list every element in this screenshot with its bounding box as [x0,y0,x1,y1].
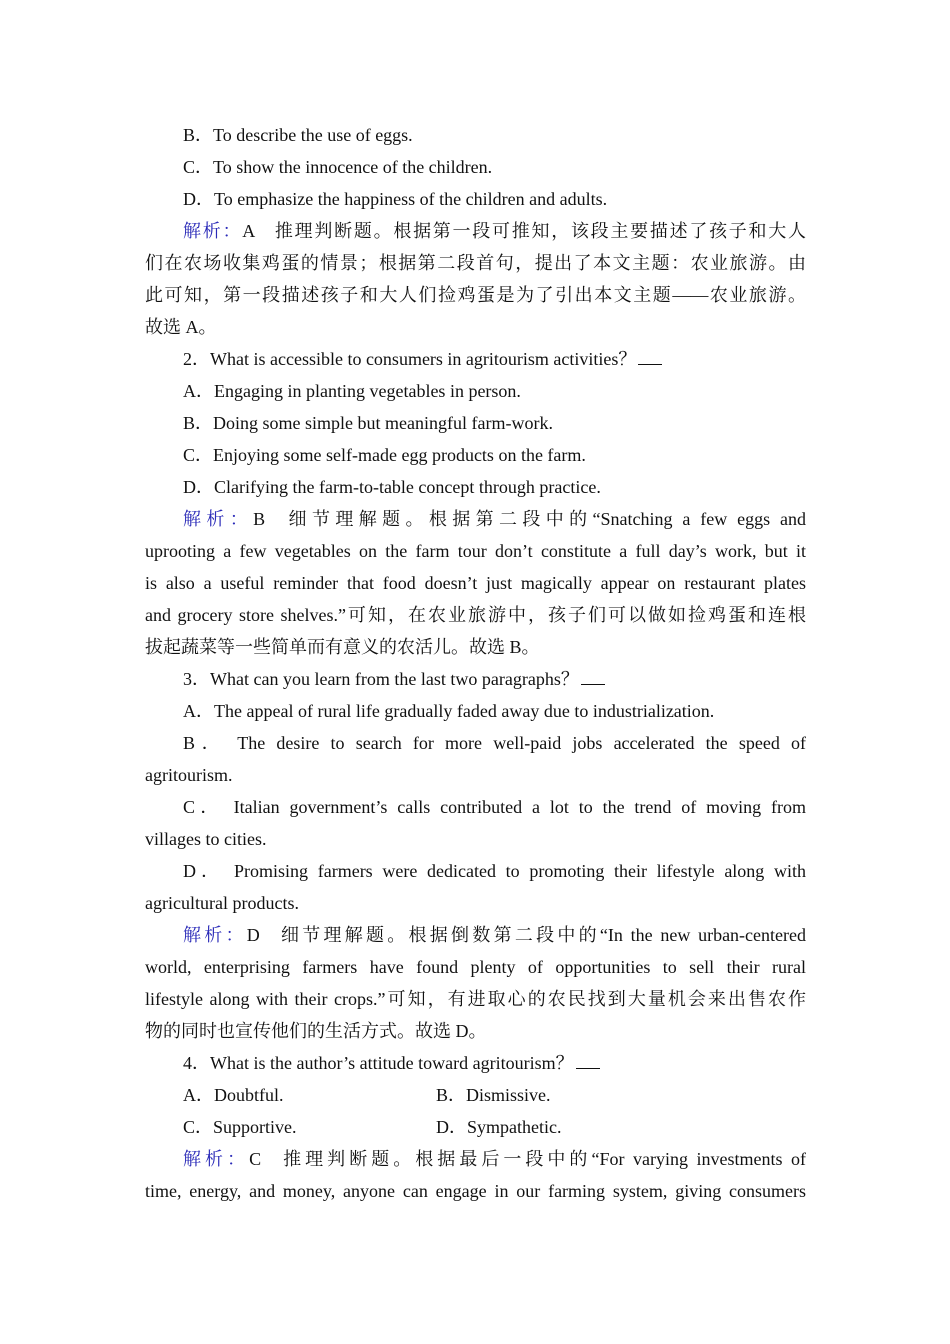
q1-analysis [145,215,806,343]
analysis-line: 物的同时也宣传他们的生活方式。故选 D。 [145,1021,487,1041]
q4-option-b: B．Dismissive. [436,1085,551,1105]
q3-option-d-cont: agricultural products. [145,893,299,913]
q3-option-c: C． Italian government’s calls contributed a lot to the trend of moving from [183,797,806,817]
q4-question: 4．What is the author’s attitude toward agritourism？ [145,1047,806,1079]
analysis-answer: B [253,509,266,529]
q4-analysis [145,1143,806,1207]
q3-question: 3．What can you learn from the last two paragraphs？ [145,663,806,695]
analysis-line: and grocery store shelves.”可知，在农业旅游中，孩子们可以做如捡鸡蛋和连根 [145,605,806,625]
analysis-label: 解析： [183,509,254,529]
q2-option-b: B．Doing some simple but meaningful farm-work. [183,413,553,433]
document-content [145,119,806,1207]
analysis-answer: D [246,925,260,945]
q3-analysis [145,919,806,1047]
q3-option-b: B． The desire to search for more well-paid jobs accelerated the speed of [183,733,806,753]
analysis-answer: A [242,221,256,241]
q2-question: 2．What is accessible to consumers in agritourism activities？ [145,343,806,375]
analysis-line: is also a useful reminder that food doesn’t just magically appear on restaurant plates [145,573,806,593]
analysis-line: 解析：C 推理判断题。根据最后一段中的“For varying investments of [183,1149,806,1169]
q4-option-a: A．Doubtful. [183,1085,284,1105]
q4-options-row-2 [145,1111,806,1143]
answer-blank [581,664,605,685]
q1-option-d: D．To emphasize the happiness of the children and adults. [183,189,608,209]
q1-option-b: B．To describe the use of eggs. [183,125,413,145]
q3-option-c-cont: villages to cities. [145,829,267,849]
analysis-label: 解析： [183,221,243,241]
q2-option-a: A．Engaging in planting vegetables in person. [183,381,521,401]
q1-option-c: C．To show the innocence of the children. [183,157,493,177]
q4-option-c: C．Supportive. [183,1117,297,1137]
analysis-line: 拔起蔬菜等一些简单而有意义的农活儿。故选 B。 [145,637,540,657]
q4-option-d: D．Sympathetic. [436,1117,562,1137]
analysis-line: world, enterprising farmers have found plenty of opportunities to sell their rural [145,957,806,977]
q3-option-d: D． Promising farmers were dedicated to promoting their lifestyle along with [183,861,806,881]
analysis-line: 解析：A 推理判断题。根据第一段可推知，该段主要描述了孩子和大人 [183,221,806,241]
analysis-label: 解析： [183,1149,250,1169]
q3-option-a: A．The appeal of rural life gradually faded away due to industrialization. [183,701,715,721]
analysis-line: 故选 A。 [145,317,217,337]
analysis-line: 解析：D 细节理解题。根据倒数第二段中的“In the new urban-centered [183,925,806,945]
analysis-line: lifestyle along with their crops.”可知，有进取心的农民找到大量机会来出售农作 [145,989,806,1009]
analysis-line: 此可知，第一段描述孩子和大人们捡鸡蛋是为了引出本文主题——农业旅游。 [145,285,806,305]
analysis-line: time, energy, and money, anyone can engage in our farming system, giving consumers [145,1181,806,1201]
q2-option-d: D．Clarifying the farm-to-table concept through practice. [183,477,601,497]
analysis-line: uprooting a few vegetables on the farm tour don’t constitute a full day’s work, but it [145,541,806,561]
q3-option-b-cont: agritourism. [145,765,233,785]
analysis-line: 们在农场收集鸡蛋的情景；根据第二段首句，提出了本文主题：农业旅游。由 [145,253,806,273]
analysis-line: 解析：B 细节理解题。根据第二段中的“Snatching a few eggs and [183,509,806,529]
q2-analysis [145,503,806,663]
analysis-label: 解析： [183,925,247,945]
q4-options-row-1 [145,1079,806,1111]
answer-blank [576,1048,600,1069]
answer-blank [638,344,662,365]
analysis-answer: C [249,1149,262,1169]
q2-option-c: C．Enjoying some self-made egg products on the farm. [183,445,586,465]
